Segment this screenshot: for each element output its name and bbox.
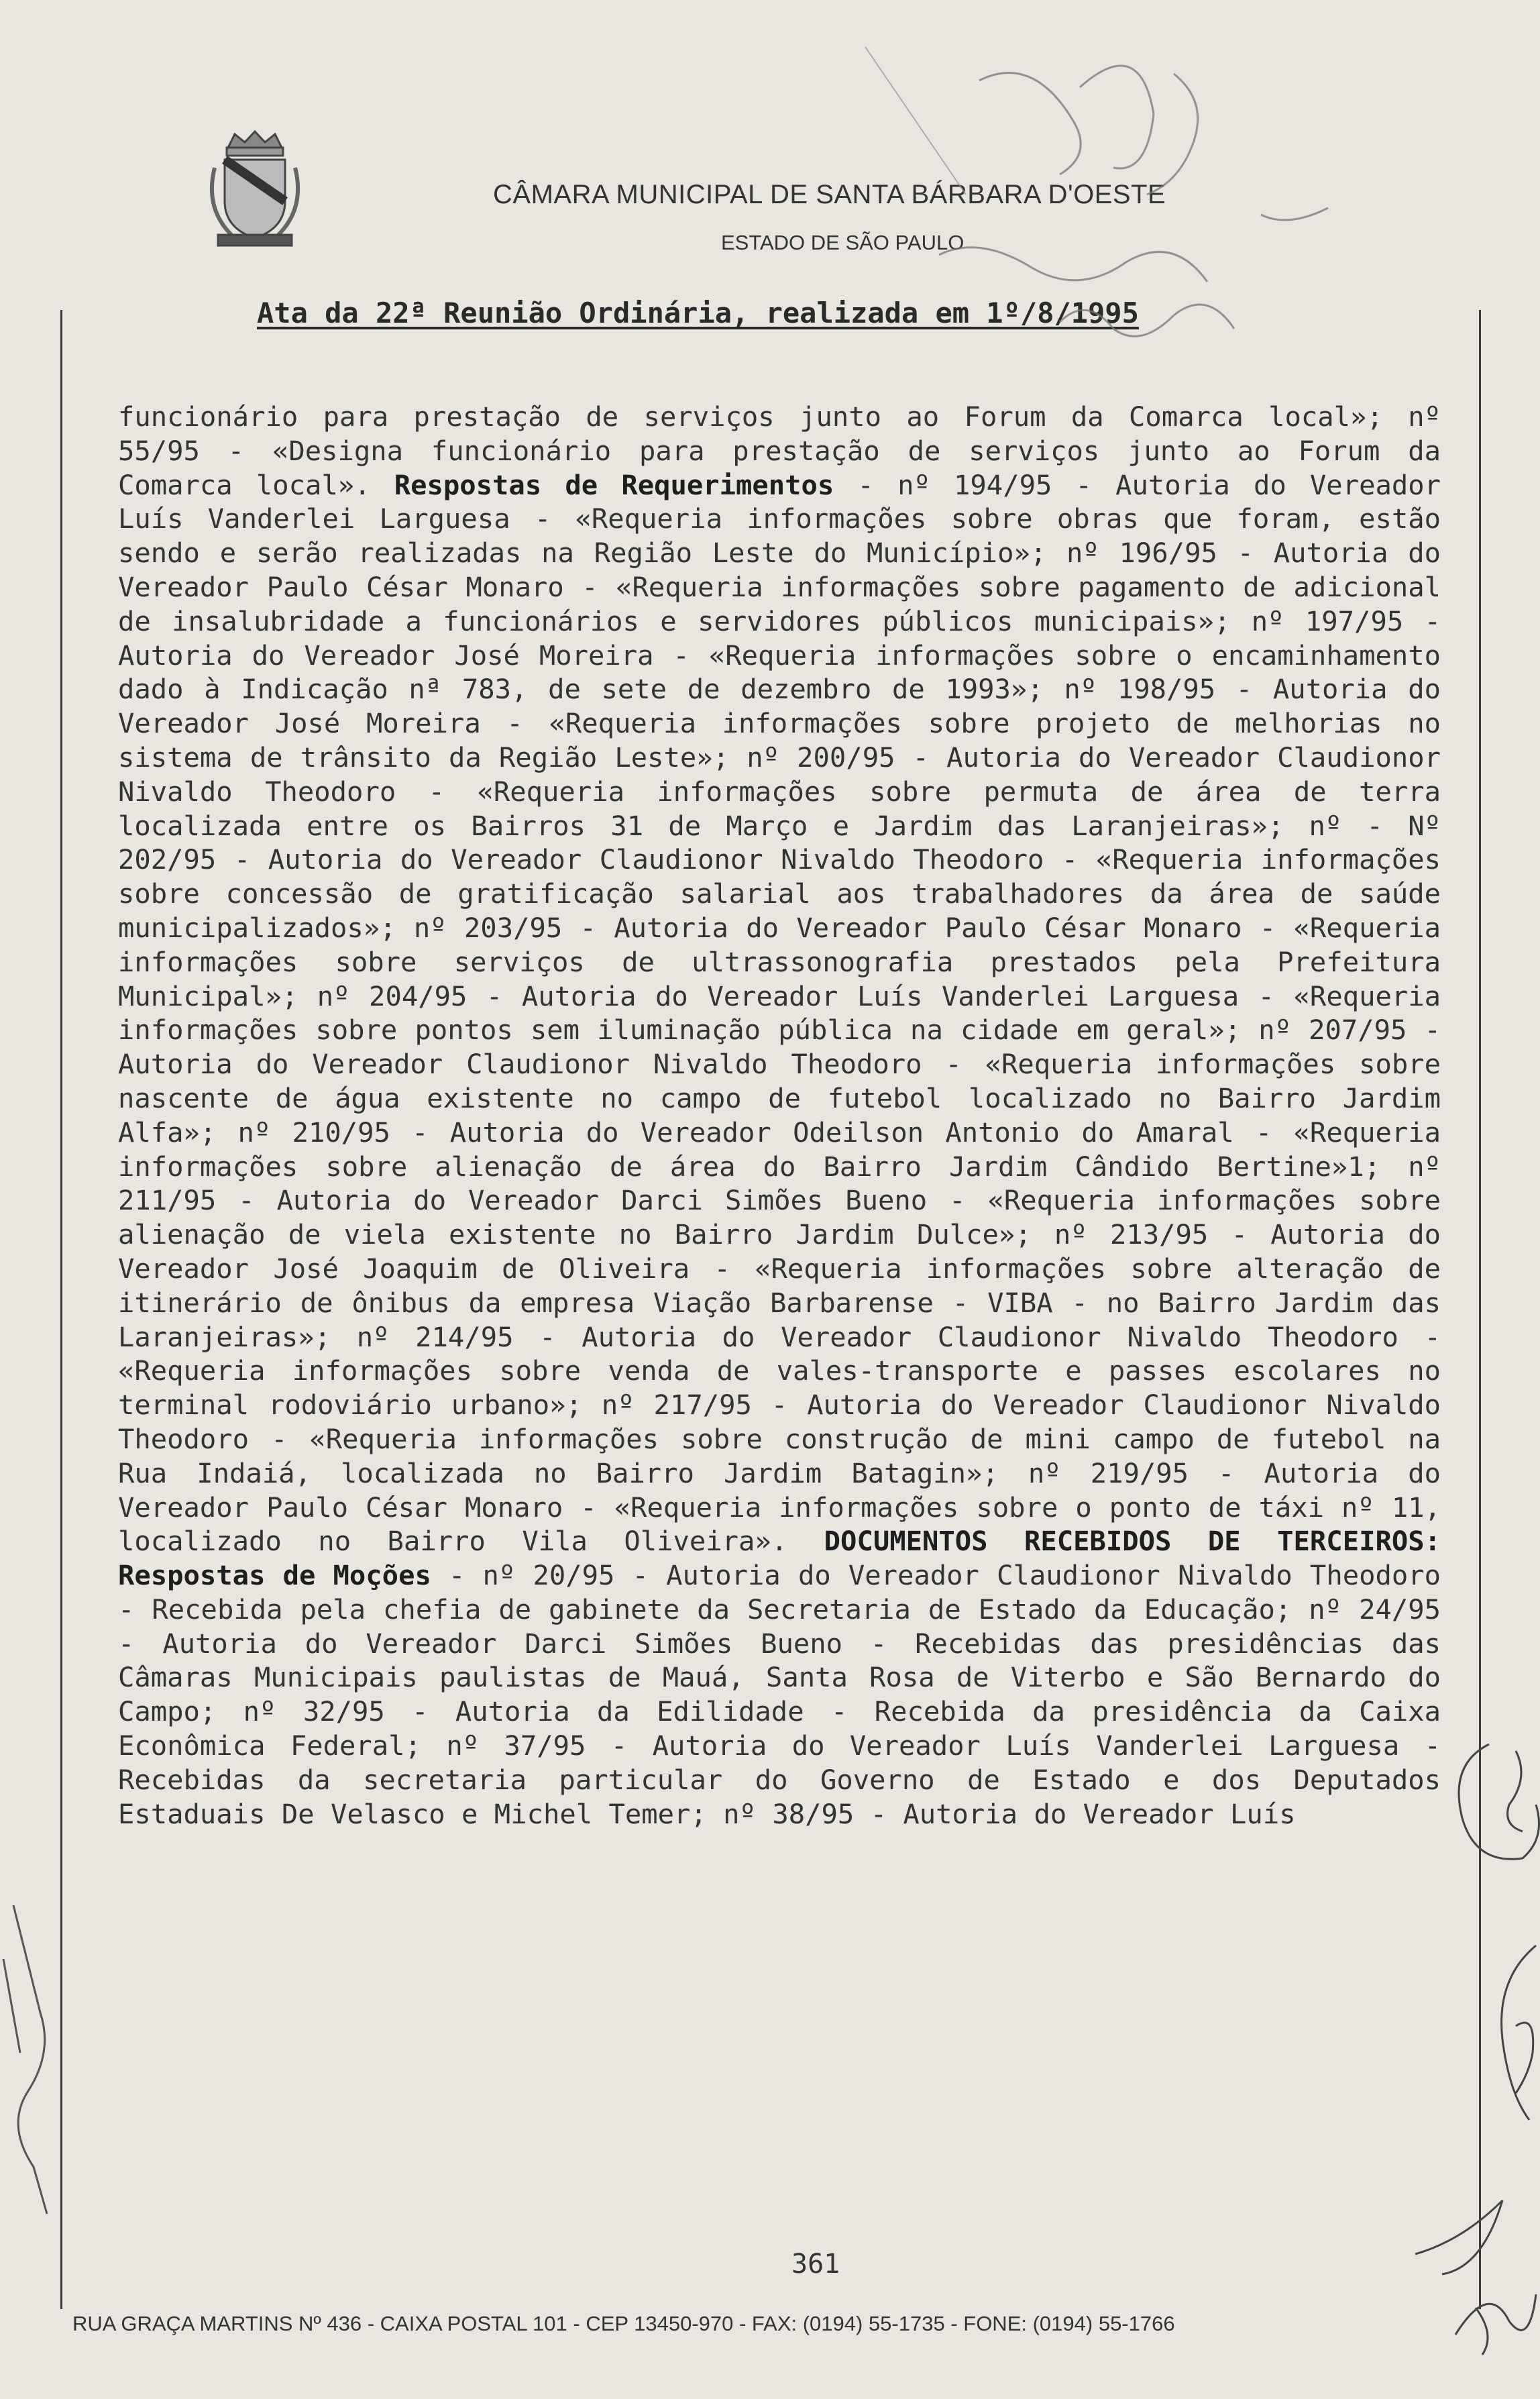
section-heading-requerimentos: Respostas de Requerimentos [394,468,834,501]
body-paragraph-1: funcionário para prestação de serviços junto ao Forum da Comarca local»; nº 55/95 - «Designa funcionário para prestação de serviços junto ao Forum da Comarca local». [118,401,1441,501]
section-heading-documentos: DOCUMENTOS RECEBIDOS DE TERCEIROS: Respostas de Moções [118,1525,1441,1592]
institution-state: ESTADO DE SÃO PAULO [721,231,965,254]
minutes-title: Ata da 22ª Reunião Ordinária, realizada em 1º/8/1995 [257,297,1139,329]
signatures-left-margin-icon [0,1878,74,2227]
body-paragraph-3: - nº 20/95 - Autoria do Vereador Claudionor Nivaldo Theodoro - Recebida pela chefia de gabinete da Secretaria de Estado da Educação; nº 24/95 - Autoria do Vereador Darci Simões Bueno - Recebidas das presidências das Câmaras Municipais paulistas de Mauá, Santa Rosa de Viterbo e São Bernardo do Campo; nº 32/95 - Autoria da Edilidade - Recebida da presidência da Caixa Econômica Federal; nº 37/95 - Autoria do Vereador Luís Vanderlei Larguesa - Recebidas da secretaria particular do Governo de Estado e dos Deputados Estaduais De Velasco e Michel Temer; nº 38/95 - Autoria do Vereador Luís [118,1559,1441,1830]
signatures-top-icon [859,40,1462,389]
left-margin-line [60,310,62,2309]
municipal-coat-of-arms-icon [201,127,309,255]
minutes-body [118,400,1441,1831]
institution-name: CÂMARA MUNICIPAL DE SANTA BÁRBARA D'OESTE [493,180,1166,209]
right-margin-line [1479,310,1481,2309]
body-paragraph-2: - nº 194/95 - Autoria do Vereador Luís Vanderlei Larguesa - «Requeria informações sobre obras que foram, estão sendo e serão realizadas na Região Leste do Município»; nº 196/95 - Autoria do Vereador Paulo César Monaro - «Requeria informações sobre pagamento de adicional de insalubridade a funcionários e servidores públicos municipais»; nº 197/95 - Autoria do Vereador José Moreira - «Requeria informações sobre o encaminhamento dado à Indicação nª 783, de sete de dezembro de 1993»; nº 198/95 - Autoria do Vereador José Moreira - «Requeria informações sobre projeto de melhorias no sistema de trânsito da Região Leste»; nº 200/95 - Autoria do Vereador Claudionor Nivaldo Theodoro - «Requeria informações sobre permuta de área de terra localizada entre os Bairros 31 de Março e Jardim das Laranjeiras»; nº - Nº 202/95 - Autoria do Vereador Claudionor Nivaldo Theodoro - «Requeria informações sobre concessão de gratificação salarial aos trabalhadores da área de saúde municipalizados»; nº 203/95 - Autoria do Vereador Paulo César Monaro - «Requeria informações sobre serviços de ultrassonografia prestados pela Prefeitura Municipal»; nº 204/95 - Autoria do Vereador Luís Vanderlei Larguesa - «Requeria informações sobre pontos sem iluminação pública na cidade em geral»; nº 207/95 - Autoria do Vereador Claudionor Nivaldo Theodoro - «Requeria informações sobre nascente de água existente no campo de futebol localizado no Bairro Jardim Alfa»; nº 210/95 - Autoria do Vereador Odeilson Antonio do Amaral - «Requeria informações sobre alienação de área do Bairro Jardim Cândido Bertine»1; nº 211/95 - Autoria do Vereador Darci Simões Bueno - «Requeria informações sobre alienação de viela existente no Bairro Jardim Dulce»; nº 213/95 - Autoria do Vereador José Joaquim de Oliveira - «Requeria informações sobre alteração de itinerário de ônibus da empresa Viação Barbarense - VIBA - no Bairro Jardim das Laranjeiras»; nº 214/95 - Autoria do Vereador Claudionor Nivaldo Theodoro - «Requeria informações sobre venda de vales-transporte e passes escolares no terminal rodoviário urbano»; nº 217/95 - Autoria do Vereador Claudionor Nivaldo Theodoro - «Requeria informações sobre construção de mini campo de futebol na Rua Indaiá, localizada no Bairro Jardim Batagin»; nº 219/95 - Autoria do Vereador Paulo César Monaro - «Requeria informações sobre o ponto de táxi nº 11, localizado no Bairro Vila Oliveira». [118,468,1441,1558]
page-number: 361 [791,2249,840,2280]
footer-address: RUA GRAÇA MARTINS Nº 436 - CAIXA POSTAL 101 - CEP 13450-970 - FAX: (0194) 55-1735 - FONE: (0194) 55-1766 [72,2312,1175,2335]
